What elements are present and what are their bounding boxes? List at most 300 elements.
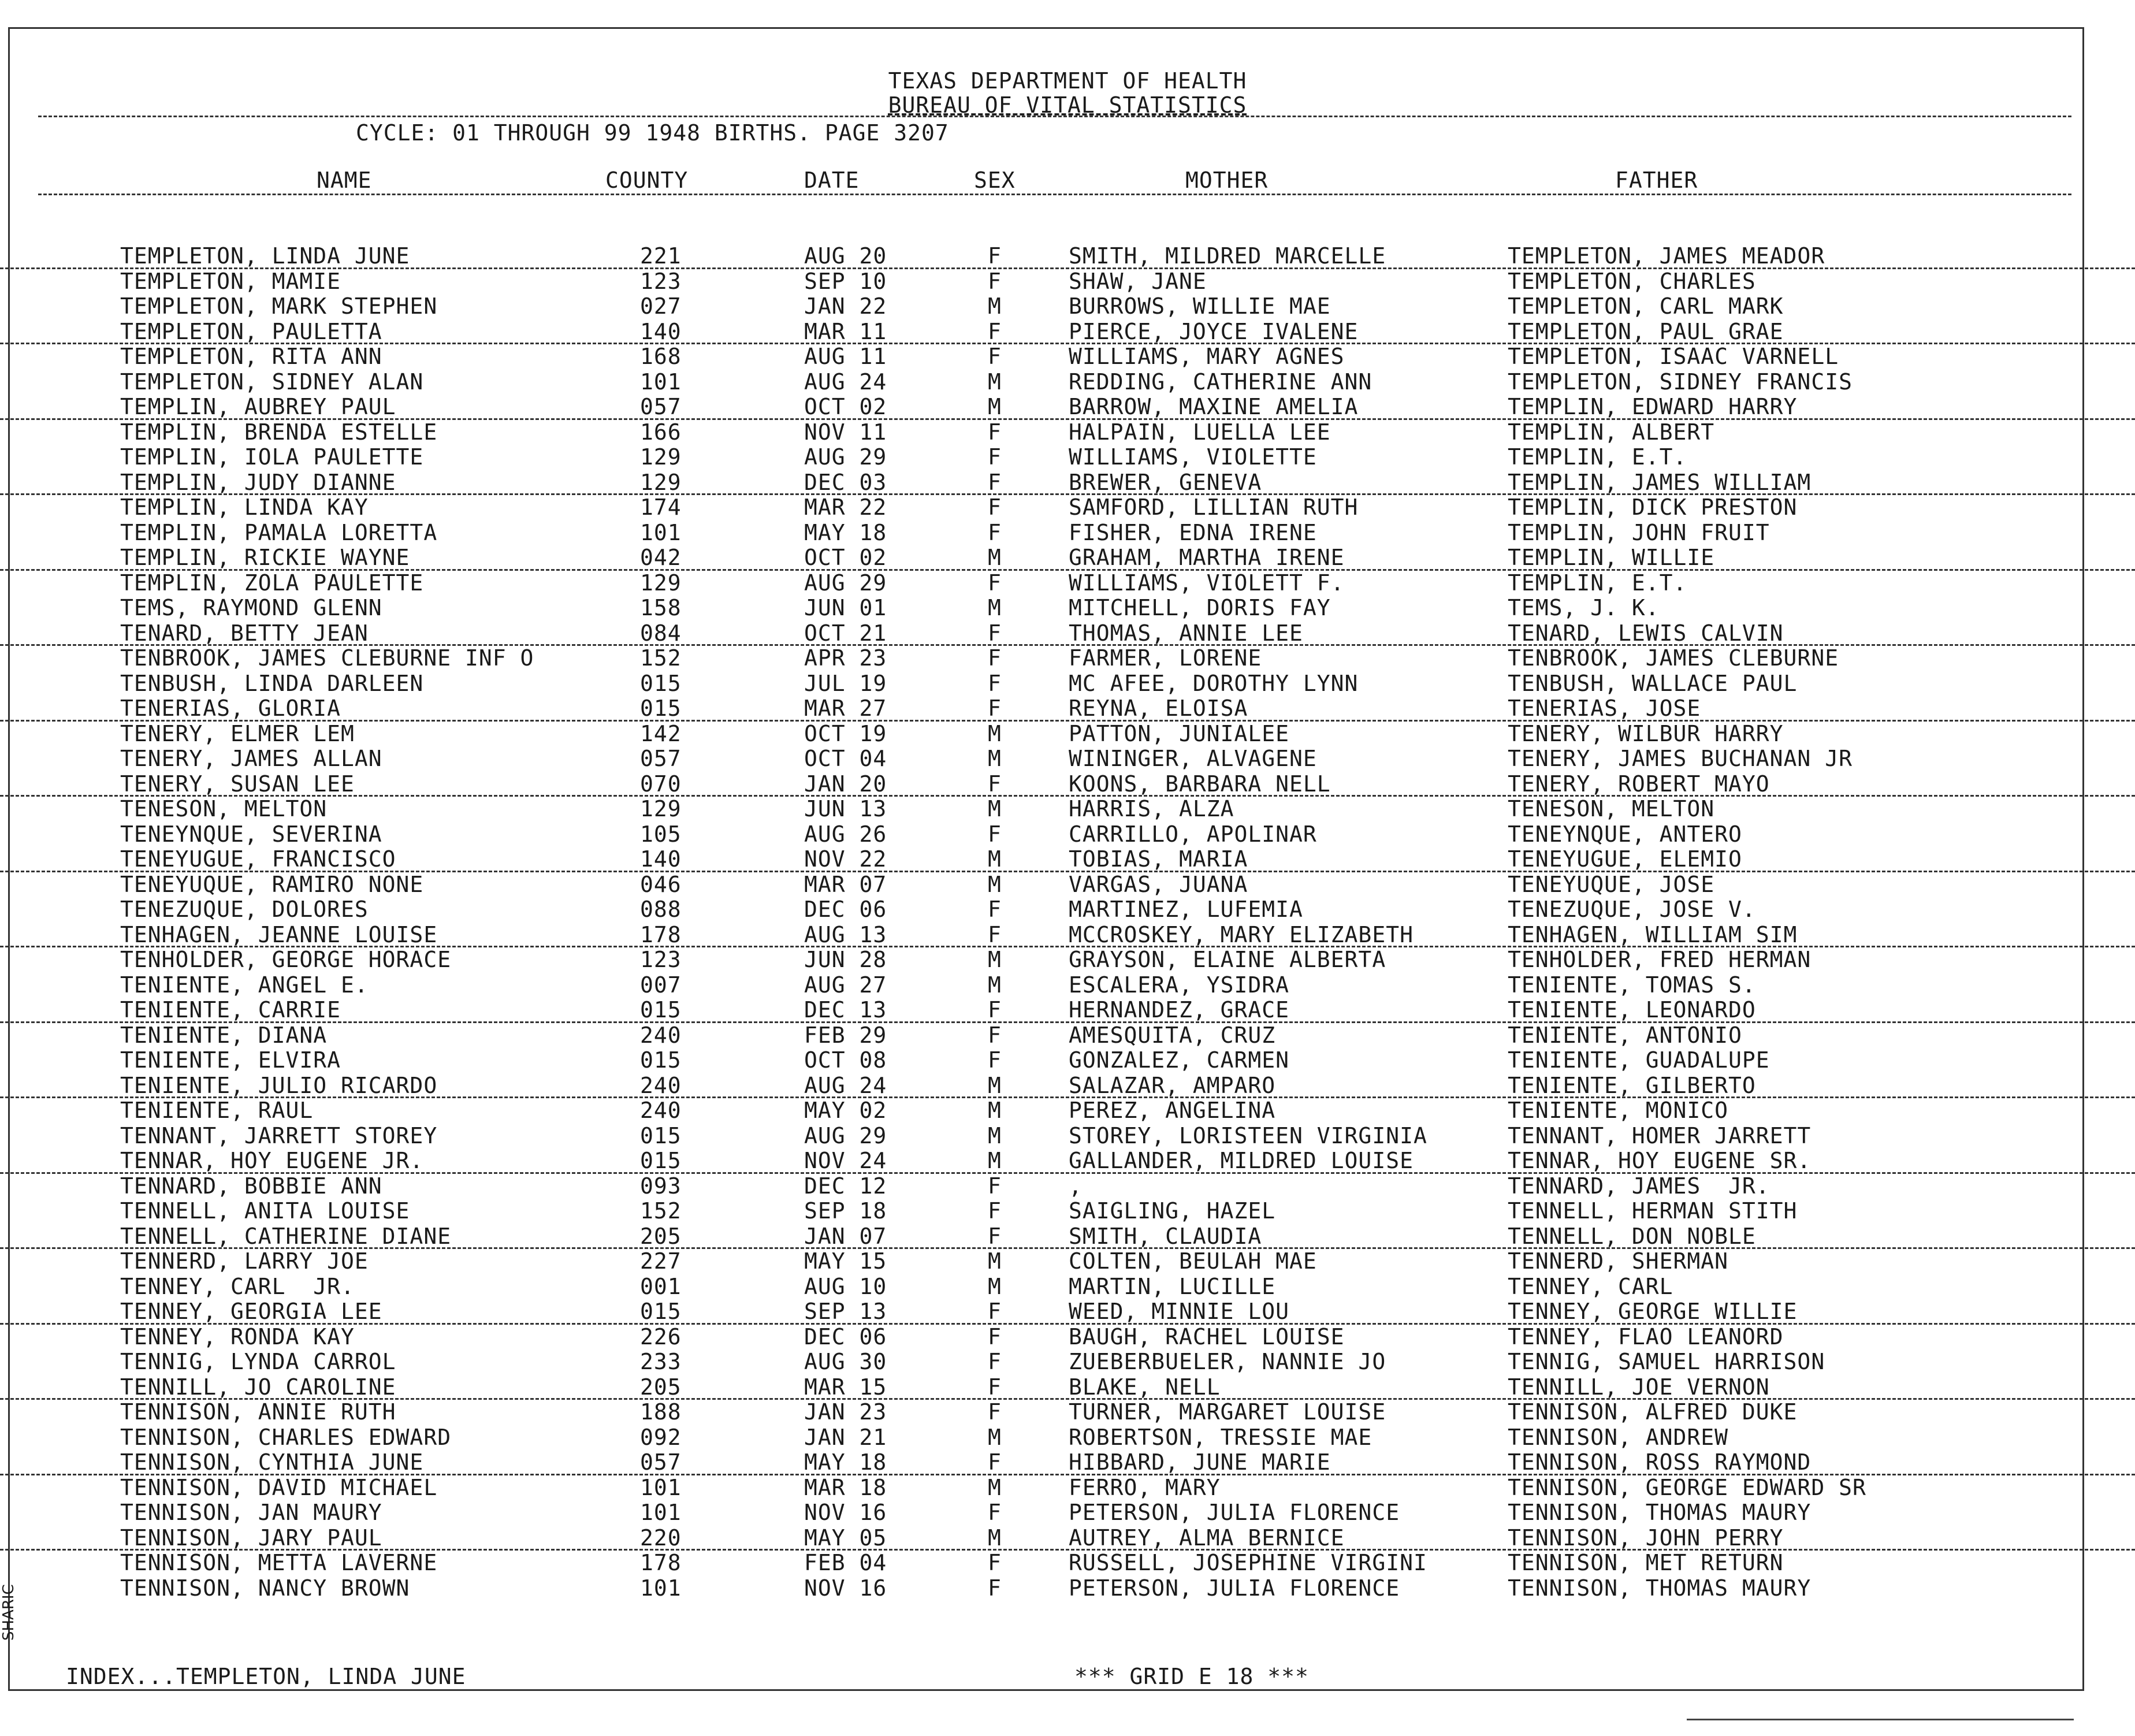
record-row [0,1400,2135,1425]
record-sex: M [988,1072,1002,1098]
record-county: 129 [640,444,682,470]
record-father: TEMPLETON, CHARLES [1508,268,1756,294]
record-mother: BAUGH, RACHEL LOUISE [1069,1324,1345,1350]
record-date: MAR 22 [804,495,887,520]
record-father: TENEYNQUE, ANTERO [1508,821,1742,847]
record-mother: THOMAS, ANNIE LEE [1069,620,1303,646]
record-name: TENERY, SUSAN LEE [120,771,355,797]
record-name: TENNARD, BOBBIE ANN [120,1173,382,1199]
cycle-line: CYCLE: 01 THROUGH 99 1948 BIRTHS. PAGE 3207 [356,120,949,146]
record-county: 220 [640,1525,682,1551]
record-father: TENNEY, CARL [1508,1273,1673,1299]
record-row [0,1450,2135,1475]
record-mother: SALAZAR, AMPARO [1069,1072,1276,1098]
record-county: 166 [640,419,682,445]
record-father: TEMPLIN, E.T. [1508,444,1687,470]
record-sex: F [988,645,1002,671]
record-sex: F [988,1223,1002,1249]
record-name: TENNELL, ANITA LOUISE [120,1198,410,1224]
record-mother: MARTIN, LUCILLE [1069,1273,1276,1299]
record-row [0,897,2135,923]
record-sex: M [988,1424,1002,1450]
record-name: TENNEY, GEORGIA LEE [120,1299,382,1324]
record-name: TENNEY, RONDA KAY [120,1324,355,1350]
record-sex: M [988,720,1002,746]
record-mother: RUSSELL, JOSEPHINE VIRGINI [1069,1550,1427,1575]
record-row [0,370,2135,395]
record-county: 001 [640,1273,682,1299]
record-sex: M [988,1525,1002,1551]
record-sex: M [988,1122,1002,1148]
record-county: 015 [640,1122,682,1148]
record-sex: F [988,519,1002,545]
record-county: 015 [640,670,682,696]
record-name: TEMPLIN, RICKIE WAYNE [120,545,410,570]
record-row [0,646,2135,671]
record-mother: HARRIS, ALZA [1069,796,1234,821]
record-mother: MCCROSKEY, MARY ELIZABETH [1069,921,1414,947]
record-name: TEMPLIN, IOLA PAULETTE [120,444,424,470]
record-father: TENNAR, HOY EUGENE SR. [1508,1148,1812,1173]
record-row [0,1274,2135,1300]
record-date: MAY 05 [804,1525,887,1551]
record-county: 088 [640,897,682,922]
record-sex: M [988,545,1002,570]
record-father: TENHOLDER, FRED HERMAN [1508,947,1812,972]
record-name: TENNISON, DAVID MICHAEL [120,1474,438,1500]
record-date: SEP 18 [804,1198,887,1224]
record-mother: PIERCE, JOYCE IVALENE [1069,318,1359,344]
record-father: TENBUSH, WALLACE PAUL [1508,670,1798,696]
record-name: TEMPLETON, SIDNEY ALAN [120,369,424,395]
record-county: 101 [640,1474,682,1500]
record-name: TENNISON, CHARLES EDWARD [120,1424,452,1450]
record-father: TENHAGEN, WILLIAM SIM [1508,921,1798,947]
record-sex: F [988,1500,1002,1525]
record-county: 205 [640,1223,682,1249]
record-mother: PETERSON, JULIA FLORENCE [1069,1575,1400,1601]
record-mother: PATTON, JUNIALEE [1069,720,1290,746]
record-row [0,1224,2135,1250]
record-name: TEMPLETON, RITA ANN [120,344,382,369]
record-county: 174 [640,495,682,520]
record-row [0,822,2135,847]
record-county: 101 [640,519,682,545]
record-name: TENEYNQUE, SEVERINA [120,821,382,847]
record-sex: M [988,871,1002,897]
record-father: TENNELL, DON NOBLE [1508,1223,1756,1249]
record-row [0,973,2135,998]
record-father: TEMS, J. K. [1508,595,1660,620]
record-sex: M [988,746,1002,771]
record-mother: AUTREY, ALMA BERNICE [1069,1525,1345,1551]
record-sex: F [988,243,1002,269]
record-sex: F [988,997,1002,1023]
record-mother: WEED, MINNIE LOU [1069,1299,1290,1324]
record-name: TENNISON, ANNIE RUTH [120,1399,396,1425]
record-mother: ROBERTSON, TRESSIE MAE [1069,1424,1372,1450]
record-row [0,671,2135,697]
record-date: DEC 06 [804,1324,887,1350]
record-county: 129 [640,469,682,495]
record-name: TENNELL, CATHERINE DIANE [120,1223,452,1249]
record-name: TENIENTE, JULIO RICARDO [120,1072,438,1098]
record-county: 140 [640,318,682,344]
record-father: TENNISON, ANDREW [1508,1424,1729,1450]
record-name: TENEZUQUE, DOLORES [120,897,369,922]
record-row [0,1425,2135,1451]
record-mother: BURROWS, WILLIE MAE [1069,293,1331,319]
record-row [0,746,2135,772]
record-date: AUG 24 [804,369,887,395]
record-date: AUG 29 [804,444,887,470]
record-row [0,420,2135,445]
record-name: TENNISON, CYNTHIA JUNE [120,1449,424,1475]
record-row [0,269,2135,295]
record-father: TENEYUQUE, JOSE [1508,871,1715,897]
record-name: TENBUSH, LINDA DARLEEN [120,670,424,696]
record-date: NOV 11 [804,419,887,445]
record-date: JUN 13 [804,796,887,821]
record-county: 240 [640,1072,682,1098]
record-sex: M [988,293,1002,319]
record-date: FEB 04 [804,1550,887,1575]
record-county: 158 [640,595,682,620]
grid-reference: *** GRID E 18 *** [1074,1664,1309,1689]
record-county: 015 [640,1047,682,1073]
record-date: MAR 07 [804,871,887,897]
record-mother: GONZALEZ, CARMEN [1069,1047,1290,1073]
record-sex: F [988,620,1002,646]
record-date: NOV 24 [804,1148,887,1173]
record-date: NOV 22 [804,846,887,872]
record-father: TENERY, JAMES BUCHANAN JR [1508,746,1853,771]
record-father: TENNILL, JOE VERNON [1508,1374,1770,1400]
record-row [0,470,2135,496]
record-mother: HERNANDEZ, GRACE [1069,997,1290,1023]
record-name: TEMPLIN, LINDA KAY [120,495,369,520]
record-county: 129 [640,570,682,596]
record-sex: F [988,1449,1002,1475]
record-county: 226 [640,1324,682,1350]
record-row [0,395,2135,420]
record-father: TENEYUGUE, ELEMIO [1508,846,1742,872]
record-father: TENNISON, THOMAS MAURY [1508,1575,1812,1601]
record-county: 015 [640,1148,682,1173]
record-mother: HALPAIN, LUELLA LEE [1069,419,1331,445]
record-father: TENIENTE, LEONARDO [1508,997,1756,1023]
side-label: SHARIC [0,1584,17,1641]
record-row [0,571,2135,596]
record-mother: GRAYSON, ELAINE ALBERTA [1069,947,1386,972]
record-row [0,1350,2135,1375]
record-father: TENIENTE, GUADALUPE [1508,1047,1770,1073]
record-mother: REDDING, CATHERINE ANN [1069,369,1372,395]
record-row [0,1551,2135,1576]
record-name: TEMPLETON, MARK STEPHEN [120,293,438,319]
record-name: TENIENTE, RAUL [120,1098,314,1123]
record-county: 227 [640,1248,682,1274]
record-sex: F [988,344,1002,369]
record-date: AUG 13 [804,921,887,947]
record-father: TENIENTE, GILBERTO [1508,1072,1756,1098]
record-father: TENNISON, GEORGE EDWARD SR [1508,1474,1866,1500]
record-father: TEMPLIN, DICK PRESTON [1508,495,1798,520]
record-mother: STOREY, LORISTEEN VIRGINIA [1069,1122,1427,1148]
record-name: TENNEY, CARL JR. [120,1273,355,1299]
record-date: OCT 02 [804,545,887,570]
record-father: TENERY, ROBERT MAYO [1508,771,1770,797]
record-date: JUN 28 [804,947,887,972]
record-name: TENNISON, METTA LAVERNE [120,1550,438,1575]
record-father: TENNARD, JAMES JR. [1508,1173,1770,1199]
record-mother: BREWER, GENEVA [1069,469,1262,495]
record-date: AUG 29 [804,1122,887,1148]
record-row [0,998,2135,1023]
record-father: TENNEY, GEORGE WILLIE [1508,1299,1798,1324]
record-mother: FARMER, LORENE [1069,645,1262,671]
record-name: TENIENTE, CARRIE [120,997,341,1023]
record-county: 129 [640,796,682,821]
record-row [0,1475,2135,1501]
record-sex: M [988,1248,1002,1274]
record-name: TENIENTE, DIANA [120,1022,328,1048]
record-date: OCT 21 [804,620,887,646]
column-header-rule [38,194,2071,195]
record-mother: CARRILLO, APOLINAR [1069,821,1317,847]
record-date: MAR 18 [804,1474,887,1500]
record-sex: M [988,796,1002,821]
record-row [0,596,2135,621]
record-row [0,344,2135,370]
column-header-county: COUNTY [605,168,689,193]
record-father: TENESON, MELTON [1508,796,1715,821]
record-sex: M [988,1098,1002,1123]
record-sex: F [988,1047,1002,1073]
record-sex: F [988,1399,1002,1425]
record-sex: F [988,897,1002,922]
record-father: TENNEY, FLAO LEANORD [1508,1324,1784,1350]
record-mother: FISHER, EDNA IRENE [1069,519,1317,545]
record-row [0,1124,2135,1149]
record-county: 240 [640,1022,682,1048]
record-mother: SMITH, MILDRED MARCELLE [1069,243,1386,269]
record-mother: BLAKE, NELL [1069,1374,1221,1400]
record-sex: M [988,1148,1002,1173]
record-date: MAY 18 [804,1449,887,1475]
record-father: TENNISON, MET RETURN [1508,1550,1784,1575]
record-row [0,1023,2135,1049]
record-county: 101 [640,1500,682,1525]
record-father: TENNISON, JOHN PERRY [1508,1525,1784,1551]
record-father: TEMPLIN, EDWARD HARRY [1508,394,1798,419]
record-mother: MC AFEE, DOROTHY LYNN [1069,670,1359,696]
record-county: 101 [640,369,682,395]
record-name: TENARD, BETTY JEAN [120,620,369,646]
record-name: TENNISON, NANCY BROWN [120,1575,410,1601]
record-row [0,947,2135,973]
record-mother: MITCHELL, DORIS FAY [1069,595,1331,620]
record-row [0,1073,2135,1099]
record-county: 093 [640,1173,682,1199]
record-row [0,621,2135,646]
record-row [0,521,2135,546]
record-name: TENBROOK, JAMES CLEBURNE INF O [120,645,534,671]
record-name: TEMPLETON, LINDA JUNE [120,243,410,269]
record-date: OCT 08 [804,1047,887,1073]
record-date: MAR 11 [804,318,887,344]
record-row [0,495,2135,521]
record-date: MAR 15 [804,1374,887,1400]
record-name: TENNANT, JARRETT STOREY [120,1122,438,1148]
record-name: TENEYUQUE, RAMIRO NONE [120,871,424,897]
record-sex: F [988,1550,1002,1575]
record-mother: BARROW, MAXINE AMELIA [1069,394,1359,419]
record-name: TENNILL, JO CAROLINE [120,1374,396,1400]
column-header-mother: MOTHER [1185,168,1269,193]
record-father: TEMPLETON, PAUL GRAE [1508,318,1784,344]
record-county: 015 [640,696,682,721]
record-county: 152 [640,1198,682,1224]
record-father: TENIENTE, ANTONIO [1508,1022,1742,1048]
record-date: APR 23 [804,645,887,671]
record-row [0,1174,2135,1199]
record-row [0,872,2135,898]
record-name: TEMS, RAYMOND GLENN [120,595,382,620]
record-father: TENERIAS, JOSE [1508,696,1701,721]
record-row [0,1098,2135,1124]
record-name: TENHOLDER, GEORGE HORACE [120,947,452,972]
bottom-rule [1687,1719,2074,1720]
record-sex: M [988,394,1002,419]
record-name: TEMPLIN, AUBREY PAUL [120,394,396,419]
record-row [0,923,2135,948]
record-sex: M [988,369,1002,395]
record-row [0,772,2135,797]
record-sex: F [988,1022,1002,1048]
record-sex: M [988,1474,1002,1500]
record-father: TEMPLETON, SIDNEY FRANCIS [1508,369,1853,395]
record-county: 015 [640,1299,682,1324]
record-row [0,1576,2135,1601]
record-county: 178 [640,921,682,947]
record-date: SEP 13 [804,1299,887,1324]
record-county: 221 [640,243,682,269]
record-county: 240 [640,1098,682,1123]
record-row [0,1148,2135,1174]
record-mother: HIBBARD, JUNE MARIE [1069,1449,1331,1475]
record-mother: WILLIAMS, VIOLETT F. [1069,570,1345,596]
record-date: OCT 02 [804,394,887,419]
record-date: JUL 19 [804,670,887,696]
record-date: JAN 22 [804,293,887,319]
birth-records-list [0,244,2135,1601]
record-county: 042 [640,545,682,570]
record-mother: VARGAS, JUANA [1069,871,1248,897]
department-title: TEXAS DEPARTMENT OF HEALTH [888,68,1247,94]
record-date: AUG 10 [804,1273,887,1299]
record-sex: F [988,1324,1002,1350]
record-father: TEMPLIN, JAMES WILLIAM [1508,469,1812,495]
record-date: NOV 16 [804,1575,887,1601]
record-sex: F [988,821,1002,847]
record-father: TENNELL, HERMAN STITH [1508,1198,1798,1224]
record-sex: F [988,1575,1002,1601]
column-header-date: DATE [804,168,860,193]
record-row [0,319,2135,345]
record-father: TENNERD, SHERMAN [1508,1248,1729,1274]
record-father: TENARD, LEWIS CALVIN [1508,620,1784,646]
record-name: TENERY, ELMER LEM [120,720,355,746]
bureau-title: BUREAU OF VITAL STATISTICS [888,92,1247,118]
record-father: TEMPLIN, WILLIE [1508,545,1715,570]
record-sex: F [988,1198,1002,1224]
record-date: DEC 03 [804,469,887,495]
record-father: TEMPLETON, CARL MARK [1508,293,1784,319]
record-county: 123 [640,268,682,294]
record-county: 084 [640,620,682,646]
record-row [0,294,2135,319]
record-row [0,545,2135,571]
record-date: DEC 12 [804,1173,887,1199]
record-mother: SAIGLING, HAZEL [1069,1198,1276,1224]
record-mother: FERRO, MARY [1069,1474,1221,1500]
record-date: DEC 13 [804,997,887,1023]
record-county: 168 [640,344,682,369]
record-father: TENIENTE, TOMAS S. [1508,972,1756,998]
record-county: 105 [640,821,682,847]
record-row [0,244,2135,269]
record-sex: M [988,595,1002,620]
record-county: 015 [640,997,682,1023]
record-sex: F [988,771,1002,797]
record-mother: ESCALERA, YSIDRA [1069,972,1290,998]
record-sex: F [988,268,1002,294]
record-name: TENEYUGUE, FRANCISCO [120,846,396,872]
column-header-father: FATHER [1615,168,1698,193]
record-date: JAN 20 [804,771,887,797]
record-date: MAR 27 [804,696,887,721]
record-name: TENESON, MELTON [120,796,328,821]
record-father: TENNISON, ALFRED DUKE [1508,1399,1798,1425]
record-date: OCT 19 [804,720,887,746]
record-date: AUG 29 [804,570,887,596]
record-county: 142 [640,720,682,746]
record-mother: PEREZ, ANGELINA [1069,1098,1276,1123]
record-row [0,1526,2135,1551]
record-row [0,1325,2135,1350]
record-father: TENNISON, THOMAS MAURY [1508,1500,1812,1525]
record-mother: GALLANDER, MILDRED LOUISE [1069,1148,1414,1173]
record-name: TENNAR, HOY EUGENE JR. [120,1148,424,1173]
record-name: TENHAGEN, JEANNE LOUISE [120,921,438,947]
record-row [0,1375,2135,1400]
record-county: 027 [640,293,682,319]
record-mother: WILLIAMS, VIOLETTE [1069,444,1317,470]
record-date: OCT 04 [804,746,887,771]
record-sex: F [988,1299,1002,1324]
record-sex: M [988,846,1002,872]
record-row [0,1500,2135,1526]
record-date: MAY 02 [804,1098,887,1123]
record-date: JAN 07 [804,1223,887,1249]
record-date: FEB 29 [804,1022,887,1048]
record-mother: PETERSON, JULIA FLORENCE [1069,1500,1400,1525]
record-date: DEC 06 [804,897,887,922]
record-county: 057 [640,394,682,419]
record-county: 007 [640,972,682,998]
record-mother: WININGER, ALVAGENE [1069,746,1317,771]
